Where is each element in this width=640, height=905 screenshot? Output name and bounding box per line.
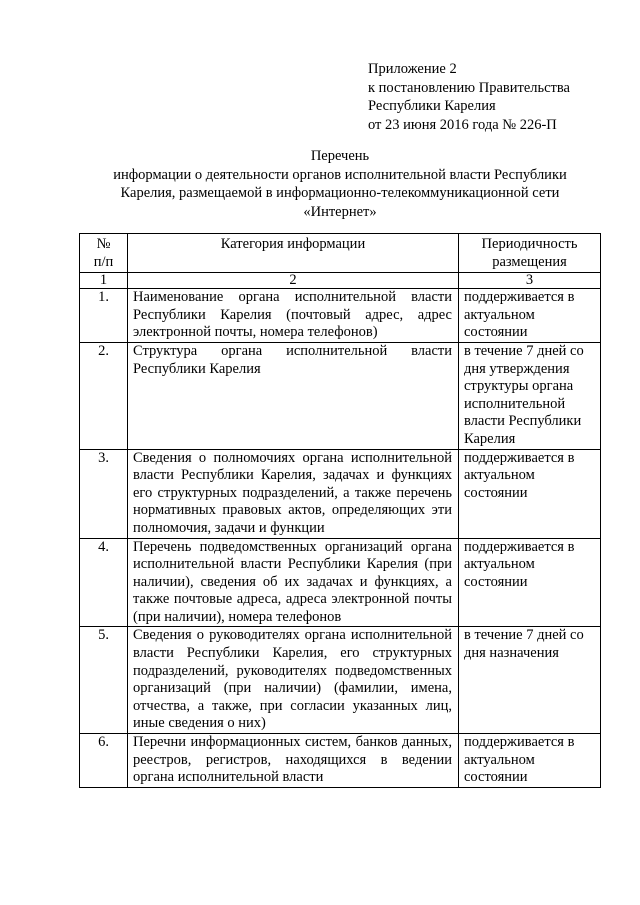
title-line-1: Перечень	[310, 148, 370, 164]
row-number: 2.	[80, 342, 128, 449]
title-line-2: информации о деятельности органов исполнительной власти Республики	[113, 166, 567, 183]
row-period: в течение 7 дней со дня утверждения структуры органа исполнительной власти Республики Карелия	[459, 342, 601, 449]
table-row	[80, 627, 601, 734]
row-period: поддерживается в актуальном состоянии	[459, 734, 601, 788]
row-category: Сведения о полномочиях органа исполнительной власти Республики Карелия, задачах и функциях его структурных подразделений, а также перечень нормативных правовых актов, определяющих эти полномочия, задачи и функции	[128, 449, 459, 538]
row-number: 6.	[80, 734, 128, 788]
row-category: Перечень подведомственных организаций органа исполнительной власти Республики Карелия (при наличии), сведения об их задачах и функциях, а также почтовые адреса, адреса электронной почты (при наличии), номера телефонов	[128, 538, 459, 627]
title-line-3: Карелия, размещаемой в информационно-телекоммуникационной сети	[120, 185, 560, 201]
header-period-line-1: Периодичность	[481, 236, 578, 252]
annex-line-1: Приложение 2	[368, 61, 457, 77]
column-index: 2	[128, 273, 459, 289]
table-row	[80, 289, 601, 343]
header-period-line-2: размещения	[492, 253, 567, 270]
information-table	[79, 233, 601, 788]
header-category: Категория информации	[128, 234, 459, 273]
table-header-row	[80, 234, 601, 273]
annex-line-3: Республики Карелия	[368, 98, 496, 114]
row-period: поддерживается в актуальном состоянии	[459, 538, 601, 627]
row-category: Перечни информационных систем, банков данных, реестров, регистров, находящихся в ведении органа исполнительной власти	[128, 734, 459, 788]
row-number: 3.	[80, 449, 128, 538]
header-num-line-1: №	[96, 236, 111, 252]
row-category: Сведения о руководителях органа исполнительной власти Республики Карелия, его структурных подразделений, руководителях подведомственных организаций (при наличии) (фамилии, имена, отчества, а также, при согласии указанных лиц, иные сведения о них)	[128, 627, 459, 734]
header-num	[80, 234, 128, 273]
row-period: поддерживается в актуальном состоянии	[459, 289, 601, 343]
document-title	[80, 147, 600, 221]
annex-line-2: к постановлению Правительства	[368, 79, 570, 96]
table-row	[80, 342, 601, 449]
row-number: 4.	[80, 538, 128, 627]
annex-line-4: от 23 июня 2016 года № 226-П	[368, 116, 557, 133]
header-period	[459, 234, 601, 273]
table-row	[80, 449, 601, 538]
column-index: 3	[459, 273, 601, 289]
row-period: в течение 7 дней со дня назначения	[459, 627, 601, 734]
row-number: 5.	[80, 627, 128, 734]
row-category: Структура органа исполнительной власти Республики Карелия	[128, 342, 459, 449]
table-row	[80, 538, 601, 627]
row-period: поддерживается в актуальном состоянии	[459, 449, 601, 538]
table-row	[80, 734, 601, 788]
title-line-4: «Интернет»	[303, 203, 377, 220]
annex-header	[368, 60, 618, 134]
column-index: 1	[80, 273, 128, 289]
row-category: Наименование органа исполнительной власти Республики Карелия (почтовый адрес, адрес электронной почты, номера телефонов)	[128, 289, 459, 343]
row-number: 1.	[80, 289, 128, 343]
header-num-line-2: п/п	[93, 253, 114, 270]
column-index-row	[80, 273, 601, 289]
